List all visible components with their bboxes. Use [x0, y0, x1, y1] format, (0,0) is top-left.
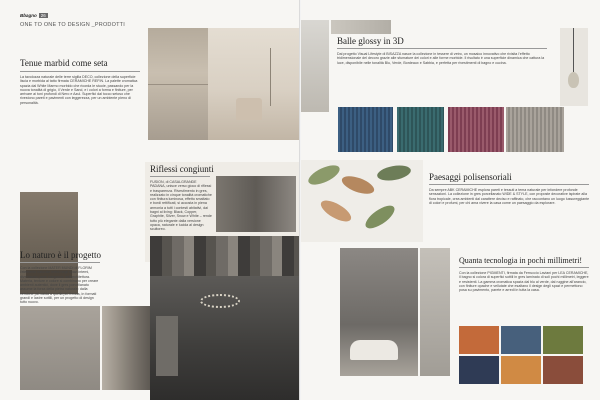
divider [20, 71, 140, 72]
tile-sample-orange [459, 326, 499, 354]
lamp-bulb-shape [568, 72, 579, 88]
vanity-image [331, 20, 391, 34]
article-title-balle: Balle glossy in 3D [337, 36, 404, 46]
page-number: 26 [40, 13, 46, 18]
article-title-quanta: Quanta tecnologia in pochi millimetri! [459, 256, 583, 265]
leaf-shape [362, 202, 398, 233]
article-title-tenue: Tenue marbid come seta [20, 58, 108, 68]
article-title-riflessi: Riflessi congiunti [150, 164, 214, 174]
concrete-slab-image [20, 306, 100, 390]
article-body-tenue: La tavolozza naturale delle terre sigilla DECO, collezione della superficie liscia e morbida al tatto firmata CERAMICHE REFIN. La palette cromatica spazia dal White Marmo morbido che ricorda le stuoie, passando per la nuova tonalità di grigio, il Verde e Sand, e i colori a forma e finiture, per arrivare ai toni profondi di Nero e Azul. Superfici dal tocco setoso che rivestono pareti e pavimenti con leggerezza, per un ambiente pieno di personalità. [20, 75, 138, 105]
lamp-cord-shape [573, 28, 574, 72]
page-header [20, 13, 48, 18]
divider [459, 267, 589, 268]
leaf-shape [340, 173, 377, 198]
tile-sample-blue [501, 326, 541, 354]
tropical-wallpaper-image [301, 160, 423, 242]
magazine-logo: Bbagno [20, 13, 37, 18]
mosaic-burgundy-image [448, 107, 504, 152]
article-body-balle: Dal progetto Visual Lifestyle di BISAZZA nasce la collezione in tessere di vetro, un mosaico innovativo che rivisita l'effetto tridimensionale del decoro grazie alle sfumature dei colori e alle forme morbide. Il risultato è una superficie dinamica che cattura la luce, disponibile nelle tonalità Blu, Verde, Bordeaux e Sabbia, e perfetta per rivestimenti di bagno e cucina. [337, 52, 545, 65]
leaf-shape [318, 196, 354, 225]
floor-lamp-shape [270, 48, 271, 106]
leaf-shape [306, 161, 343, 188]
dark-interior-image [150, 276, 299, 400]
article-body-riflessi: FUSION, di CASALGRANDE PADANA, unisce verso gioco di riflessi e trasparenza. Rivestimento in gres, realizzato in cinque tonalità cromatiche con finitura luminosa, effetto smaltato e bordi rettificati, si accosta in piena armonia a tutti i contesti abitativi, dai bagni ai living: Black, Copper, Graphite, Silver, Snow e White – rende tutto più elegante dalla versione opaca, naturale e lucida al design scultoreo. [150, 180, 212, 232]
doorway-shape [156, 316, 178, 376]
mosaic-teal-image [397, 107, 444, 152]
ceramic-tiles-image [148, 28, 208, 140]
armchair-shape [236, 98, 262, 120]
divider [337, 48, 547, 49]
article-body-quanta: Con la collezione PIGMENTI, firmata da Ferruccio Laviani per LEA CERAMICHE, il bagno si colora di superfici sottili in gres laminato di soli pochi millimetri, leggere e resistenti. La gamma cromatica spazia dal blu al verde, dal ruggine all'arancio, con finiture opache e vellutate che esaltano il design degli spazi e permettono posa su pavimento, parete e arredi in tutta la casa. [459, 271, 589, 293]
article-body-naturale: Con la collezione MATER MUNDI di FLORIM l'elemento naturale entra negli spazi interni, diventando parte integrante dell'architettura. Materia, texture e colore si combinano per creare ambienti autentici, dove il gres porcellanato assume la forza della pietra naturale: dalla versione più calda a quella più fredda, in formati grandi e lastre sottili, per un progetto di design tutto nuovo. [20, 266, 99, 305]
divider [429, 184, 589, 185]
bathtub-shape [350, 340, 398, 360]
tile-sample-navy [459, 356, 499, 384]
tile-sample-olive [543, 326, 583, 354]
leaf-shape [376, 163, 412, 183]
tile-sample-amber [501, 356, 541, 384]
section-label: ONE TO ONE TO DESIGN _PRODOTTI [20, 22, 125, 28]
chandelier-shape [200, 294, 240, 308]
left-page [0, 0, 299, 400]
metallic-tiles-image [216, 176, 296, 232]
tile-swatches-image [150, 236, 300, 276]
article-title-paesaggi: Paesaggi polisensoriali [429, 172, 512, 182]
bathroom-detail-image [301, 20, 329, 112]
divider [20, 262, 100, 263]
wall-panel-image [420, 248, 450, 376]
right-page [301, 0, 600, 400]
living-room-image [208, 28, 299, 140]
tile-sample-rust [543, 356, 583, 384]
mosaic-blue-image [338, 107, 393, 152]
article-title-naturale: Lo naturo è il progetto [20, 250, 101, 260]
pendant-lamp-image [560, 28, 588, 106]
bathroom-scene-image [340, 248, 418, 376]
article-body-paesaggi: Da sempre ABK CERAMICHE esplora pareti e tessuti a tema naturale per infondere profonde sensazioni. La collezione in gres porcellanato WIDE & STYLE, con proposte decorative ispirate alla flora tropicale, crea ambienti dal carattere deciso e raffinato, che raccontano un luogo lussureggiante di colori e profumi, per chi ama vivere la casa come un paesaggio da esplorare. [429, 188, 590, 205]
mosaic-sand-image [506, 107, 564, 152]
divider [150, 176, 210, 177]
stone-samples-image [102, 306, 150, 390]
